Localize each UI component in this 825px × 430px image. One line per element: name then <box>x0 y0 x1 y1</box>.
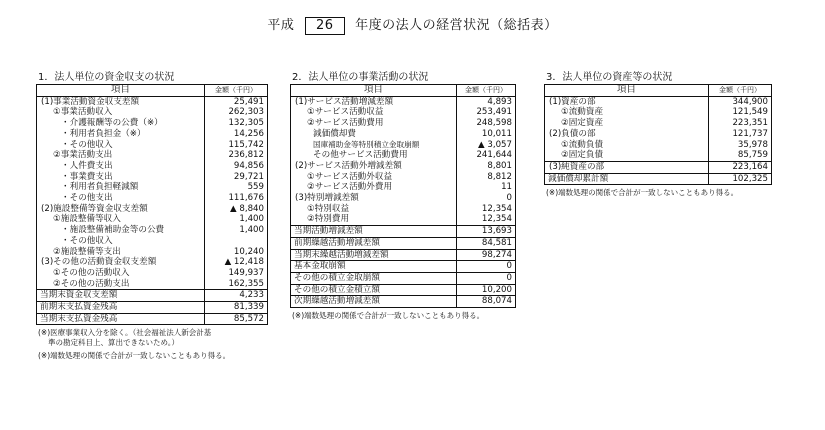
row-value: 344,900 <box>709 96 772 107</box>
row-label: 減価償却費 <box>313 128 356 139</box>
row-value: 4,233 <box>205 290 268 302</box>
note-line: (※)端数処理の関係で合計が一致しないこともあり得る。 <box>38 351 231 361</box>
row-value: 0 <box>457 261 516 273</box>
row-label: ・施設整備補助金等の公費 <box>61 225 165 236</box>
table-row <box>37 268 268 279</box>
table-row <box>37 161 268 172</box>
table-row <box>291 237 516 249</box>
row-value: 88,074 <box>457 296 516 308</box>
row-label: (1)事業活動資金収支差額 <box>41 96 140 107</box>
table-row <box>291 107 516 118</box>
row-label: ・その他収入 <box>61 235 113 246</box>
row-value: 121,737 <box>709 129 772 140</box>
row-label: ②事業活動支出 <box>53 150 113 161</box>
row-value: 132,305 <box>205 118 268 129</box>
row-value: 241,644 <box>457 150 516 161</box>
row-label: (1)資産の部 <box>549 96 596 107</box>
row-label: ②サービス活動費用 <box>307 118 384 129</box>
row-label: その他の積立金取崩額 <box>291 272 457 284</box>
row-label: ①事業活動収入 <box>53 107 113 118</box>
row-label: ・その他支出 <box>61 193 113 204</box>
note-line: 準の勘定科目上、算出できないため。） <box>48 338 179 348</box>
row-label: ②サービス活動外費用 <box>307 182 393 193</box>
row-label: 次期繰越活動増減差額 <box>291 296 457 308</box>
table-row <box>291 172 516 183</box>
row-value: 248,598 <box>457 118 516 129</box>
row-label: ・利用者負担軽減額 <box>61 182 139 193</box>
table-row <box>291 150 516 161</box>
row-label: ②固定資産 <box>561 118 604 129</box>
cash-flow-table <box>36 84 268 325</box>
note-line: (※)端数処理の関係で合計が一致しないこともあり得る。 <box>546 188 739 198</box>
row-value: 13,693 <box>457 226 516 238</box>
row-label: ①その他の活動収入 <box>53 267 130 278</box>
table-row <box>545 129 772 140</box>
row-label: 当期末支払資金残高 <box>37 313 205 325</box>
row-value: 162,355 <box>205 279 268 290</box>
row-label: 当期末資金収支差額 <box>37 290 205 302</box>
section-title: 3．法人単位の資産等の状況 <box>546 72 673 83</box>
row-value: ▲ 8,840 <box>205 204 268 215</box>
row-value: 35,978 <box>709 140 772 151</box>
row-label: その他の積立金積立額 <box>291 284 457 296</box>
row-value: 85,759 <box>709 150 772 161</box>
row-label: ②固定負債 <box>561 150 604 161</box>
business-activity-table <box>290 84 516 308</box>
table-row <box>291 140 516 151</box>
table-row <box>545 118 772 129</box>
header-amount: 金額（千円） <box>205 85 268 97</box>
row-value: 121,549 <box>709 107 772 118</box>
table-row <box>291 226 516 238</box>
row-value: 236,812 <box>205 150 268 161</box>
row-value: 0 <box>457 272 516 284</box>
table-row <box>37 118 268 129</box>
header-item: 項目 <box>545 85 709 97</box>
row-value <box>205 236 268 247</box>
table-row <box>291 161 516 172</box>
row-value: 223,164 <box>709 161 772 173</box>
table-row <box>291 249 516 261</box>
row-label: 前期繰越活動増減差額 <box>291 237 457 249</box>
row-label: 当期活動増減差額 <box>291 226 457 238</box>
table-header-row <box>291 85 516 97</box>
row-value: 115,742 <box>205 140 268 151</box>
header-amount: 金額（千円） <box>457 85 516 97</box>
table-row <box>291 272 516 284</box>
table-header-row <box>37 85 268 97</box>
table-row <box>37 107 268 118</box>
row-value: 84,581 <box>457 237 516 249</box>
row-label: (3)純資産の部 <box>545 161 709 173</box>
section-business-activity <box>290 68 516 321</box>
row-label: ①流動負債 <box>561 139 604 150</box>
row-value: 4,893 <box>457 96 516 107</box>
note-line: (※)医療事業収入分を除く。（社会福祉法人新会計基 <box>38 328 212 338</box>
table-row <box>291 118 516 129</box>
table-row <box>37 214 268 225</box>
row-value: 85,572 <box>205 313 268 325</box>
row-value: 8,812 <box>457 172 516 183</box>
assets-table <box>544 84 772 185</box>
row-label: 当期末繰越活動増減差額 <box>291 249 457 261</box>
title-prefix: 平成 <box>267 18 295 33</box>
table-row <box>37 257 268 268</box>
row-label: 国庫補助金等特別積立金取崩額 <box>313 139 420 149</box>
table-row <box>545 173 772 185</box>
row-label: (3)その他の活動資金収支差額 <box>41 257 157 268</box>
row-value: 1,400 <box>205 225 268 236</box>
row-value: 29,721 <box>205 172 268 183</box>
row-label: ①施設整備等収入 <box>53 214 121 225</box>
table-row <box>291 193 516 204</box>
table-row <box>37 193 268 204</box>
table-row <box>37 225 268 236</box>
table-row <box>37 140 268 151</box>
table-row <box>291 129 516 140</box>
row-label: ・その他収入 <box>61 139 113 150</box>
row-value: 559 <box>205 182 268 193</box>
table-row <box>545 140 772 151</box>
table-row <box>291 204 516 215</box>
row-value: 81,339 <box>205 302 268 314</box>
row-label: (2)施設整備等資金収支差額 <box>41 203 148 214</box>
table-row <box>37 129 268 140</box>
table-row <box>37 172 268 183</box>
table-row <box>545 107 772 118</box>
row-value: 1,400 <box>205 214 268 225</box>
table-row <box>545 96 772 107</box>
row-value: 223,351 <box>709 118 772 129</box>
row-value: 262,303 <box>205 107 268 118</box>
row-label: ・利用者負担金（※） <box>61 128 146 139</box>
section-cash-flow <box>36 68 268 361</box>
header-amount: 金額（千円） <box>709 85 772 97</box>
table-row <box>291 214 516 225</box>
row-value: 94,856 <box>205 161 268 172</box>
row-value: 12,354 <box>457 214 516 225</box>
row-value: ▲ 3,057 <box>457 140 516 151</box>
header-item: 項目 <box>291 85 457 97</box>
row-label: ②特別費用 <box>307 214 350 225</box>
table-row <box>37 313 268 325</box>
row-label: ・事業費支出 <box>61 171 113 182</box>
row-label: ①流動資産 <box>561 107 604 118</box>
row-value: 98,274 <box>457 249 516 261</box>
table-row <box>545 150 772 161</box>
row-label: 基本金取崩額 <box>291 261 457 273</box>
row-label: ①サービス活動収益 <box>307 107 384 118</box>
row-value: ▲ 12,418 <box>205 257 268 268</box>
table-row <box>37 150 268 161</box>
section-title: 1．法人単位の資金収支の状況 <box>38 72 175 83</box>
row-value: 12,354 <box>457 204 516 215</box>
table-row <box>37 247 268 258</box>
row-label: (1)サービス活動増減差額 <box>295 96 394 107</box>
table-row <box>291 182 516 193</box>
section-title: 2．法人単位の事業活動の状況 <box>292 72 429 83</box>
table-row <box>37 290 268 302</box>
row-value: 8,801 <box>457 161 516 172</box>
row-value: 25,491 <box>205 96 268 107</box>
row-value: 0 <box>457 193 516 204</box>
table-header-row <box>545 85 772 97</box>
row-value: 14,256 <box>205 129 268 140</box>
row-value: 11 <box>457 182 516 193</box>
table-row <box>37 182 268 193</box>
table-row <box>291 96 516 107</box>
row-value: 10,011 <box>457 129 516 140</box>
note-line: (※)端数処理の関係で合計が一致しないこともあり得る。 <box>292 311 485 321</box>
row-label: ②その他の活動支出 <box>53 278 130 289</box>
section-assets <box>544 68 772 198</box>
row-label: (2)負債の部 <box>549 128 596 139</box>
note <box>38 328 268 361</box>
row-value: 10,240 <box>205 247 268 258</box>
row-label: ・介護報酬等の公費（※） <box>61 118 163 129</box>
row-value: 102,325 <box>709 173 772 185</box>
row-label: ①特別収益 <box>307 203 350 214</box>
row-label: ・人件費支出 <box>61 160 113 171</box>
row-value: 111,676 <box>205 193 268 204</box>
note <box>546 188 772 198</box>
row-value: 10,200 <box>457 284 516 296</box>
page-title <box>0 14 825 35</box>
title-suffix: 年度の法人の経営状況（総括表） <box>355 18 558 33</box>
table-row <box>37 96 268 107</box>
row-label: ②施設整備等支出 <box>53 246 121 257</box>
header-item: 項目 <box>37 85 205 97</box>
table-row <box>291 296 516 308</box>
row-label: ①サービス活動外収益 <box>307 171 393 182</box>
table-row <box>37 279 268 290</box>
row-label: 前期末支払資金残高 <box>37 302 205 314</box>
row-label: その他サービス活動費用 <box>313 150 408 161</box>
note <box>292 311 516 321</box>
table-row <box>545 161 772 173</box>
table-row <box>37 236 268 247</box>
row-label: 減価償却累計額 <box>545 173 709 185</box>
table-row <box>37 302 268 314</box>
table-row <box>291 284 516 296</box>
row-value: 253,491 <box>457 107 516 118</box>
row-value: 149,937 <box>205 268 268 279</box>
table-row <box>291 261 516 273</box>
table-row <box>37 204 268 215</box>
row-label: (3)特別増減差額 <box>295 193 359 204</box>
title-year-box: 26 <box>305 17 345 35</box>
row-label: (2)サービス活動外増減差額 <box>295 160 402 171</box>
